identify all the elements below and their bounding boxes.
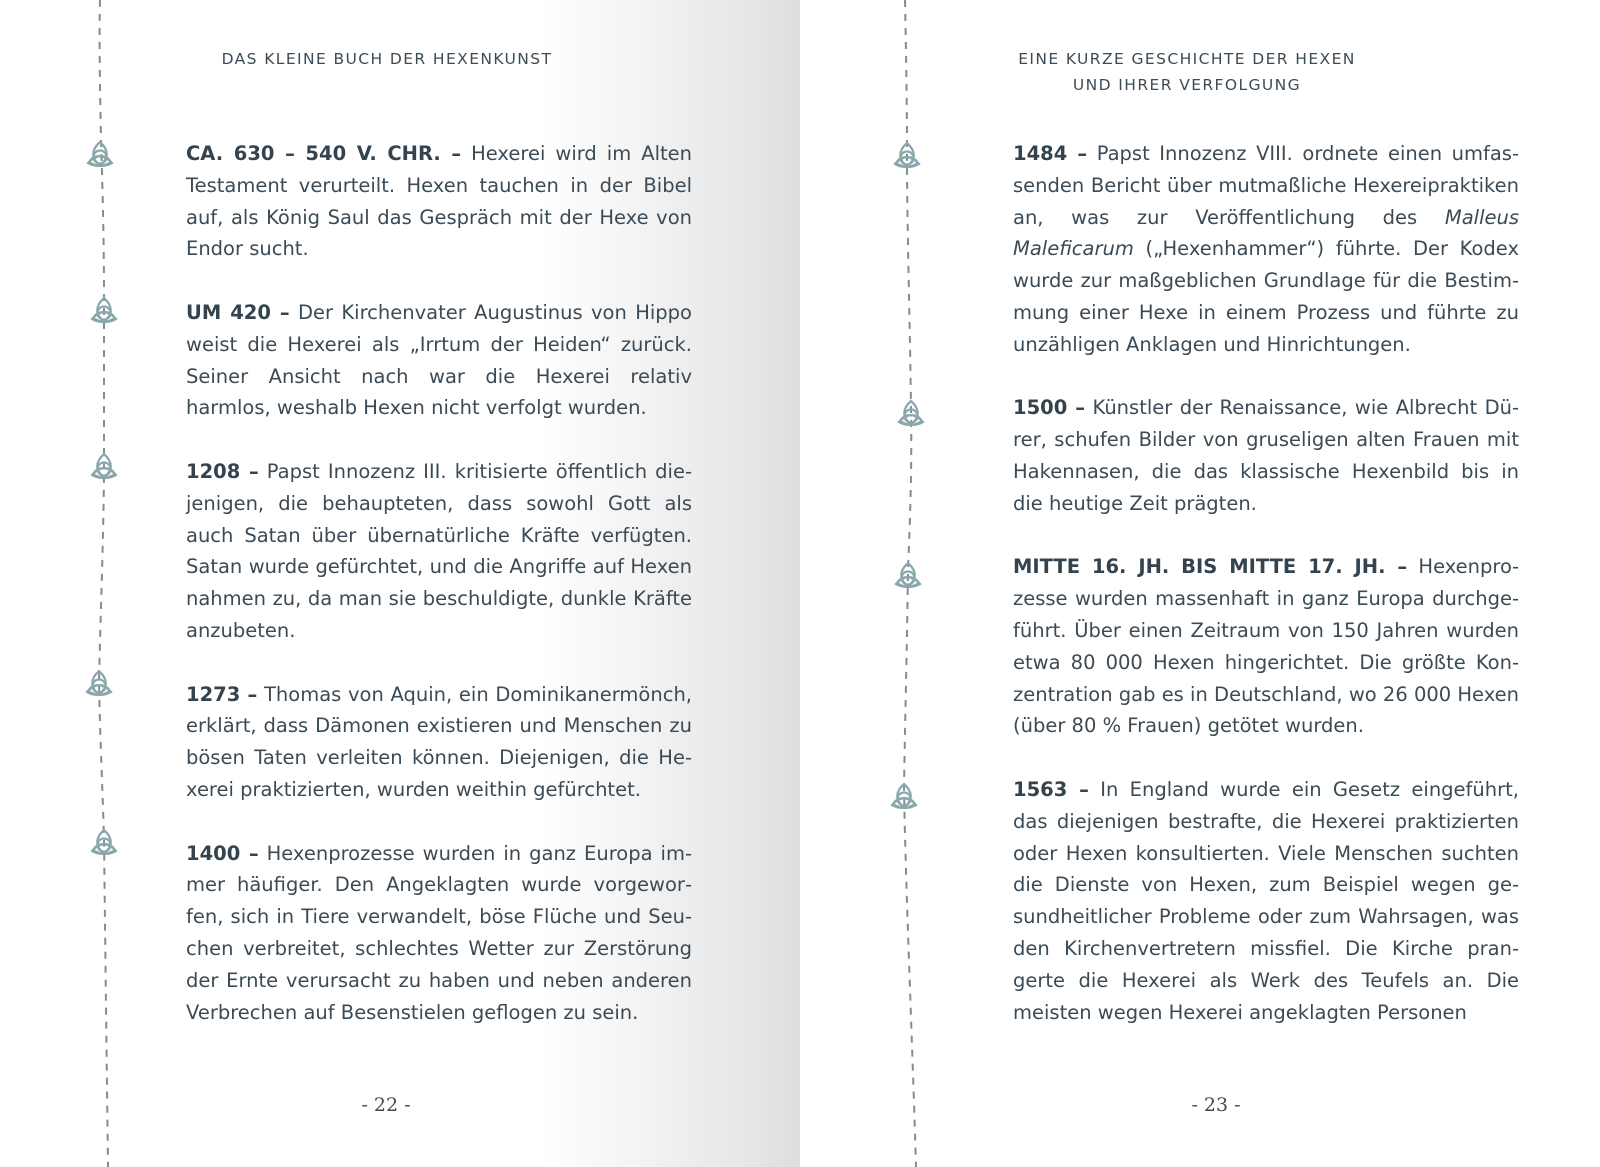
entry-date: 1208 – [186,459,259,483]
timeline-entry [1013,774,1519,1028]
entry-text-continued: („Hexenhammer“) führte. Der Kodex wurde zur maßgeblichen Grundlage für die Bestimmung einer Hexe in einem Prozess und führte zu unzähligen Anklagen und Hinrichtungen. [1013,237,1519,356]
running-header-line2: UND IHRER VERFOLGUNG [1072,76,1302,94]
entry-text: Papst Innozenz VIII. ordnete einen umfassenden Bericht über mutmaßliche Hexereipraktiken an, was zur Veröffentlichung des [1013,142,1519,229]
timeline-entry [1013,551,1519,742]
entry-date: 1484 – [1013,142,1088,165]
entry-text: Papst Innozenz III. kritisierte öffentlich diejenigen, die behaupteten, dass sowohl Gott als auch Satan über übernatürliche Kräfte verfügten. Satan wurde gefürchtet, und die Angriffe auf Hexen nahmen zu, da man sie beschuldigte, dunkle Kräfte anzubeten. [186,459,693,642]
entry-text: Der Kirchenvater Augustinus von Hippo weist die Hexerei als „Irrtum der Heiden“ zurück. Seiner Ansicht nach war die Hexerei relativ harmlos, weshalb Hexen nicht verfolgt wurden. [186,300,692,420]
entry-text: Künstler der Renaissance, wie Albrecht Dürer, schufen Bilder von gruseligen alten Frauen mit Hakennasen, die das klassische Hexenbild bis in die heutige Zeit prägten. [1013,396,1520,515]
timeline-entry [186,138,692,265]
entry-date: MITTE 16. JH. BIS MITTE 17. JH. – [1013,555,1408,579]
timeline-entry [1013,138,1519,361]
running-header [160,46,614,72]
timeline-dashed-line [99,0,108,1167]
entry-date: UM 420 – [186,300,290,324]
running-header [960,46,1414,98]
timeline-entry [1013,392,1519,519]
page-number: - 22 - [361,1094,411,1116]
timeline-entry [186,456,692,647]
entry-date: 1273 – [186,682,258,706]
timeline-entry [186,679,692,806]
right-page-body [1013,138,1519,1060]
entry-date: 1500 – [1013,396,1086,420]
entry-text: Hexerei wird im Alten Testament verurteilt. Hexen tauchen in der Bibel auf, als König Saul das Gespräch mit der Hexe von Endor sucht. [186,142,692,261]
page-number: - 23 - [1191,1094,1241,1116]
entry-text: Thomas von Aquin, ein Dominikanermönch, erklärt, dass Dämonen existieren und Menschen zu bösen Taten verleiten können. Diejenigen, die Hexerei praktizierten, wurden weithin gefürchtet. [186,682,692,801]
entry-date: 1400 – [186,841,259,865]
entry-text: In England wurde ein Gesetz eingeführt, das diejenigen bestrafte, die Hexerei praktizierten oder Hexen konsultierten. Viele Menschen suchten die Dienste von Hexen, zum Beispiel wegen gesundheitlicher Probleme oder zum Wahrsagen, was den Kirchenvertretern missfiel. Die Kirche prangerte die Hexerei als Werk des Teufels an. Die meisten wegen Hexerei angeklagten Personen [1013,777,1519,1024]
entry-text: Hexenprozesse wurden in ganz Europa immer häufiger. Den Angeklagten wurde vorgeworfen, sich in Tiere verwandelt, böse Flüche und Seuchen verbreitet, schlechtes Wetter zur Zerstörung der Ernte verursacht zu haben und neben anderen Verbrechen auf Besenstielen geflogen zu sein. [186,841,693,1024]
running-header-line1: EINE KURZE GESCHICHTE DER HEXEN [1018,50,1356,68]
entry-date: 1563 – [1013,777,1089,801]
entry-text: Hexenprozesse wurden massenhaft in ganz Europa durchgeführt. Über einen Zeitraum von 150 Jahren wurden etwa 80 000 Hexen hingerichtet. Die größte Konzentration gab es in Deutschland, wo 26 000 Hexen (über 80 % Frauen) getötet wurden. [1013,555,1519,738]
timeline-entry [186,838,692,1029]
left-page-body [186,138,692,1060]
book-title-italic: Malleus Maleficarum [1013,205,1519,261]
right-page [800,0,1600,1167]
triquetra-icon [88,142,112,166]
running-header-text: DAS KLEINE BUCH DER HEXENKUNST [221,50,553,68]
timeline-entry [186,297,692,424]
entry-date: CA. 630 – 540 V. CHR. – [186,142,462,165]
